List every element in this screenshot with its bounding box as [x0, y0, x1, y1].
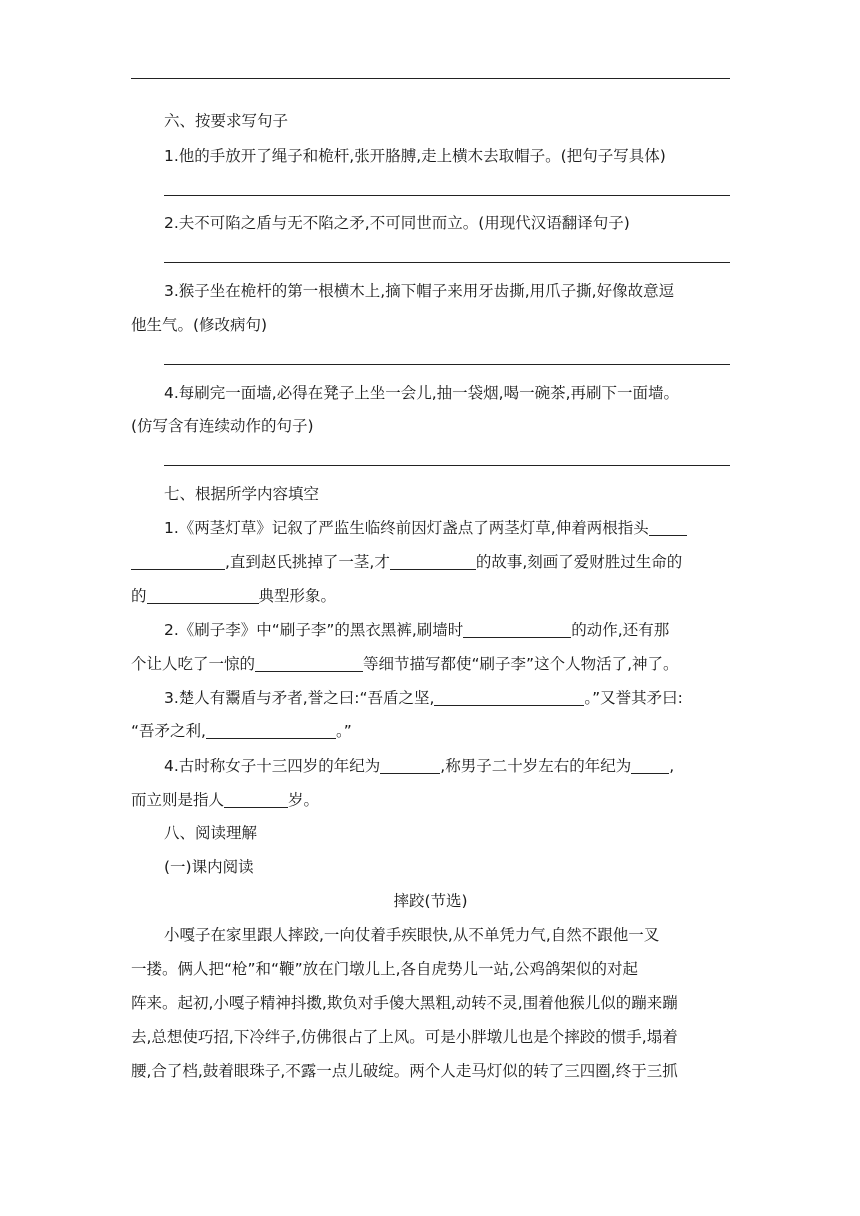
passage-line-1: 小嘎子在家里跟人摔跤,一向仗着手疾眼快,从不单凭力气,自然不跟他一叉	[164, 926, 660, 944]
fill4-blank-2[interactable]	[631, 756, 669, 774]
fill1-line1	[131, 518, 730, 538]
fill1-line2	[131, 552, 730, 572]
passage-line-5: 腰,合了档,鼓着眼珠子,不露一点儿破绽。两个人走马灯似的转了三四圈,终于三抓	[131, 1062, 678, 1080]
q1-answer-line[interactable]	[164, 195, 730, 196]
passage-title: 摔跤(节选)	[393, 892, 468, 910]
fill3-blank-1[interactable]	[434, 688, 584, 706]
fill4-text-c: ,	[669, 757, 675, 775]
fill2-line2	[131, 654, 730, 674]
fill4-text-d: 而立则是指人	[131, 791, 225, 809]
fill4-text-e: 岁。	[288, 791, 320, 809]
fill4-blank-3[interactable]	[224, 790, 288, 808]
fill2-text-b: 的动作,还有那	[571, 621, 670, 639]
fill2-text-c: 个让人吃了一惊的	[131, 655, 256, 673]
fill3-line2	[131, 721, 730, 741]
fill3-text-c: “吾矛之利,	[131, 722, 206, 740]
fill1-blank-3[interactable]	[147, 586, 259, 604]
fill4-text-a: 4.古时称女子十三四岁的年纪为	[164, 757, 381, 775]
fill1-blank-1a[interactable]	[649, 518, 687, 536]
fill1-blank-1b[interactable]	[131, 552, 225, 570]
fill3-line1	[131, 688, 730, 708]
q4-text-line1: 4.每刷完一面墙,必得在凳子上坐一会儿,抽一袋烟,喝一碗茶,再刷下一面墙。	[164, 384, 679, 402]
q3-text-line2: 他生气。(修改病句)	[131, 316, 268, 334]
reading-subheading: (一)课内阅读	[164, 858, 254, 876]
fill1-text-b: ,直到赵氏挑掉了一茎,才	[225, 553, 390, 571]
fill4-text-b: ,称男子二十岁左右的年纪为	[440, 757, 632, 775]
passage-line-4: 去,总想使巧招,下冷绊子,仿佛很占了上风。可是小胖墩儿也是个摔跤的惯手,塌着	[131, 1028, 678, 1046]
header-rule	[131, 78, 730, 79]
section6-heading: 六、按要求写句子	[164, 112, 289, 130]
fill3-text-d: 。”	[335, 722, 352, 740]
fill1-line3	[131, 586, 730, 606]
fill4-blank-1[interactable]	[380, 756, 440, 774]
q4-text-line2: (仿写含有连续动作的句子)	[131, 417, 314, 435]
fill1-text-a: 1.《两茎灯草》记叙了严监生临终前因灯盏点了两茎灯草,伸着两根指头	[164, 519, 649, 537]
fill3-blank-2[interactable]	[206, 721, 336, 739]
fill2-blank-2[interactable]	[255, 654, 363, 672]
section7-heading: 七、根据所学内容填空	[164, 485, 320, 503]
fill4-line1	[131, 756, 730, 776]
fill2-line1	[131, 620, 730, 640]
fill3-text-a: 3.楚人有鬻盾与矛者,誉之曰:“吾盾之坚,	[164, 689, 435, 707]
fill2-text-a: 2.《刷子李》中“刷子李”的黑衣黑裤,刷墙时	[164, 621, 464, 639]
fill1-blank-2[interactable]	[390, 552, 476, 570]
q2-text: 2.夫不可陷之盾与无不陷之矛,不可同世而立。(用现代汉语翻译句子)	[164, 214, 630, 232]
fill4-line2	[131, 790, 730, 810]
section8-heading: 八、阅读理解	[164, 824, 258, 842]
passage-line-2: 一搂。俩人把“枪”和“鞭”放在门墩儿上,各自虎势儿一站,公鸡鸽架似的对起	[131, 960, 638, 978]
fill3-text-b: 。”又誉其矛曰:	[584, 689, 683, 707]
q4-answer-line[interactable]	[164, 465, 730, 466]
q3-answer-line[interactable]	[164, 364, 730, 365]
q3-text-line1: 3.猴子坐在桅杆的第一根横木上,摘下帽子来用牙齿撕,用爪子撕,好像故意逗	[164, 282, 675, 300]
fill1-text-c: 的故事,刻画了爱财胜过生命的	[475, 553, 683, 571]
passage-line-3: 阵来。起初,小嘎子精神抖擞,欺负对手傻大黑粗,动转不灵,围着他猴儿似的蹦来蹦	[131, 994, 678, 1012]
fill1-text-d: 的	[131, 587, 147, 605]
q1-text: 1.他的手放开了绳子和桅杆,张开胳膊,走上横木去取帽子。(把句子写具体)	[164, 147, 666, 165]
fill1-text-e: 典型形象。	[258, 587, 337, 605]
fill2-blank-1[interactable]	[463, 620, 571, 638]
q2-answer-line[interactable]	[164, 262, 730, 263]
fill2-text-d: 等细节描写都使“刷子李”这个人物活了,神了。	[363, 655, 679, 673]
